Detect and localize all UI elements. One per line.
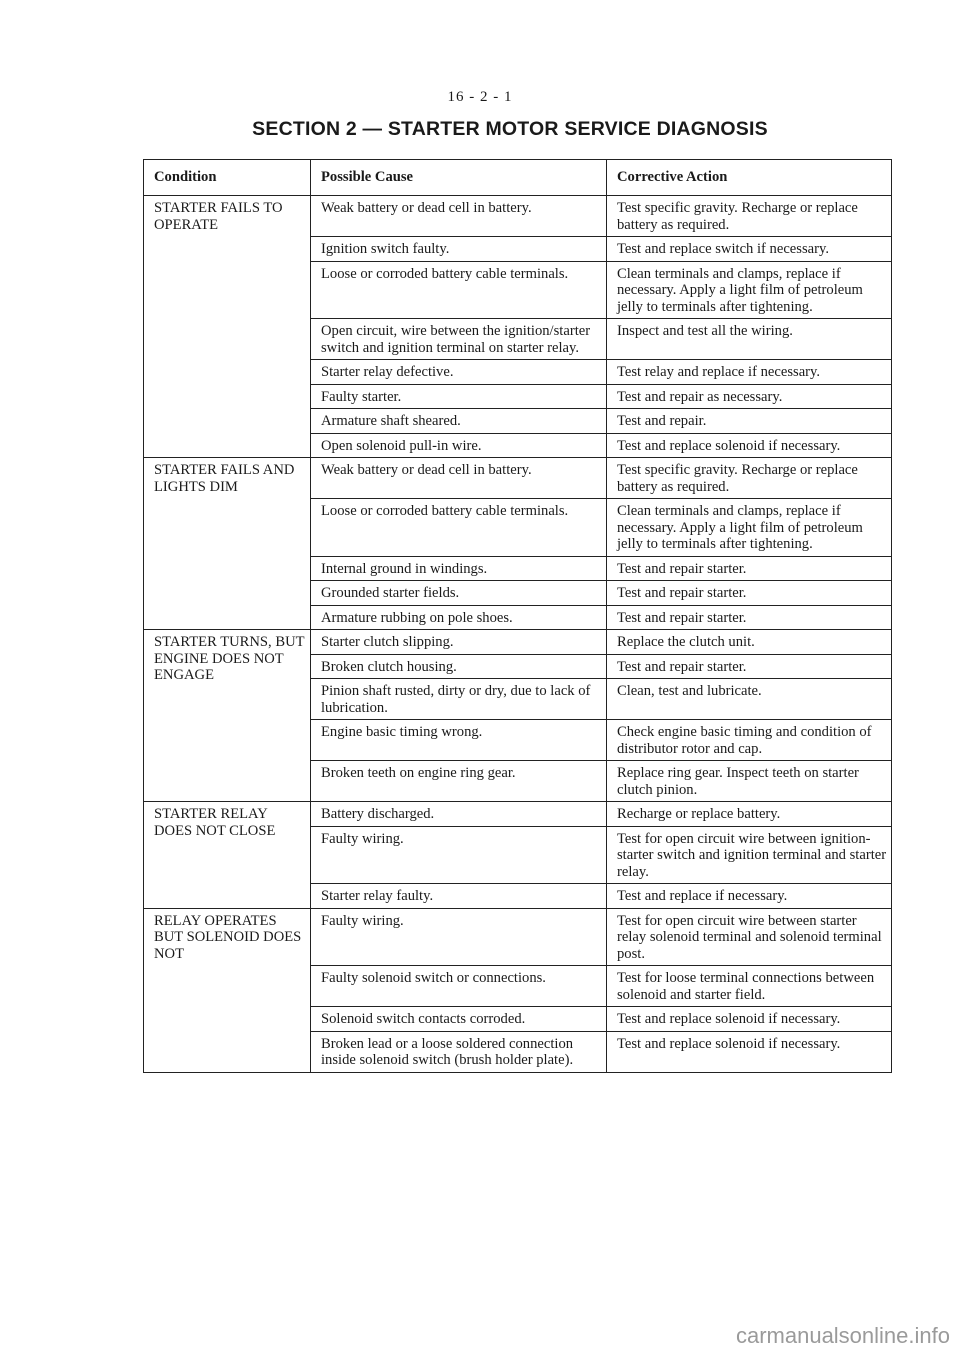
possible-cause-cell: Faulty wiring.	[311, 826, 607, 884]
possible-cause-cell: Broken clutch housing.	[311, 654, 607, 679]
corrective-action-cell: Test and repair starter.	[607, 581, 892, 606]
possible-cause-cell: Weak battery or dead cell in battery.	[311, 458, 607, 499]
possible-cause-cell: Battery discharged.	[311, 802, 607, 827]
corrective-action-cell: Replace the clutch unit.	[607, 630, 892, 655]
possible-cause-cell: Armature rubbing on pole shoes.	[311, 605, 607, 630]
corrective-action-cell: Clean, test and lubricate.	[607, 679, 892, 720]
possible-cause-cell: Starter clutch slipping.	[311, 630, 607, 655]
corrective-action-cell: Clean terminals and clamps, replace if necessary. Apply a light film of petroleum jelly to terminals after tightening.	[607, 261, 892, 319]
section-title: SECTION 2 — STARTER MOTOR SERVICE DIAGNOSIS	[252, 118, 768, 140]
footer-watermark: carmanualsonline.info	[735, 1323, 950, 1348]
table-row	[144, 196, 892, 237]
table-row	[144, 908, 892, 966]
corrective-action-cell: Inspect and test all the wiring.	[607, 319, 892, 360]
possible-cause-cell: Loose or corroded battery cable terminals.	[311, 261, 607, 319]
corrective-action-cell: Test and repair as necessary.	[607, 384, 892, 409]
possible-cause-cell: Engine basic timing wrong.	[311, 720, 607, 761]
possible-cause-cell: Solenoid switch contacts corroded.	[311, 1007, 607, 1032]
corrective-action-cell: Test and repair starter.	[607, 556, 892, 581]
corrective-action-cell: Test and replace if necessary.	[607, 884, 892, 909]
possible-cause-cell: Faulty starter.	[311, 384, 607, 409]
possible-cause-cell: Broken teeth on engine ring gear.	[311, 761, 607, 802]
corrective-action-cell: Recharge or replace battery.	[607, 802, 892, 827]
corrective-action-cell: Test relay and replace if necessary.	[607, 360, 892, 385]
possible-cause-cell: Starter relay faulty.	[311, 884, 607, 909]
corrective-action-cell: Replace ring gear. Inspect teeth on starter clutch pinion.	[607, 761, 892, 802]
possible-cause-cell: Ignition switch faulty.	[311, 237, 607, 262]
corrective-action-cell: Test and repair.	[607, 409, 892, 434]
diagnosis-table	[143, 159, 892, 1073]
corrective-action-cell: Test for loose terminal connections between solenoid and starter field.	[607, 966, 892, 1007]
condition-cell: STARTER FAILS TO OPERATE	[144, 196, 311, 458]
possible-cause-cell: Internal ground in windings.	[311, 556, 607, 581]
possible-cause-cell: Faulty wiring.	[311, 908, 607, 966]
corrective-action-cell: Test and replace solenoid if necessary.	[607, 1031, 892, 1072]
header-row	[144, 160, 892, 196]
corrective-action-cell: Test specific gravity. Recharge or replace battery as required.	[607, 458, 892, 499]
condition-cell: RELAY OPERATES BUT SOLENOID DOES NOT	[144, 908, 311, 1072]
diagnosis-table-body	[144, 196, 892, 1073]
possible-cause-cell: Open solenoid pull-in wire.	[311, 433, 607, 458]
possible-cause-cell: Loose or corroded battery cable terminals.	[311, 499, 607, 557]
possible-cause-cell: Grounded starter fields.	[311, 581, 607, 606]
corrective-action-cell: Test and repair starter.	[607, 654, 892, 679]
possible-cause-cell: Open circuit, wire between the ignition/starter switch and ignition terminal on starter relay.	[311, 319, 607, 360]
corrective-action-cell: Clean terminals and clamps, replace if necessary. Apply a light film of petroleum jelly to terminals after tightening.	[607, 499, 892, 557]
corrective-action-cell: Test and repair starter.	[607, 605, 892, 630]
condition-cell: STARTER RELAY DOES NOT CLOSE	[144, 802, 311, 909]
corrective-action-cell: Test specific gravity. Recharge or replace battery as required.	[607, 196, 892, 237]
corrective-action-cell: Test for open circuit wire between starter relay solenoid terminal and solenoid terminal post.	[607, 908, 892, 966]
corrective-action-cell: Test and replace solenoid if necessary.	[607, 433, 892, 458]
table-row	[144, 630, 892, 655]
corrective-action-cell: Test for open circuit wire between ignition-starter switch and ignition terminal and starter relay.	[607, 826, 892, 884]
table-row	[144, 802, 892, 827]
possible-cause-cell: Armature shaft sheared.	[311, 409, 607, 434]
possible-cause-cell: Faulty solenoid switch or connections.	[311, 966, 607, 1007]
possible-cause-cell: Broken lead or a loose soldered connection inside solenoid switch (brush holder plate).	[311, 1031, 607, 1072]
corrective-action-cell: Check engine basic timing and condition of distributor rotor and cap.	[607, 720, 892, 761]
possible-cause-cell: Weak battery or dead cell in battery.	[311, 196, 607, 237]
page-number: 16 - 2 - 1	[447, 89, 513, 105]
header-possible-cause: Possible Cause	[311, 160, 607, 196]
corrective-action-cell: Test and replace switch if necessary.	[607, 237, 892, 262]
condition-cell: STARTER TURNS, BUT ENGINE DOES NOT ENGAGE	[144, 630, 311, 802]
possible-cause-cell: Pinion shaft rusted, dirty or dry, due to lack of lubrication.	[311, 679, 607, 720]
condition-cell: STARTER FAILS AND LIGHTS DIM	[144, 458, 311, 630]
possible-cause-cell: Starter relay defective.	[311, 360, 607, 385]
table-row	[144, 458, 892, 499]
header-condition: Condition	[144, 160, 311, 196]
corrective-action-cell: Test and replace solenoid if necessary.	[607, 1007, 892, 1032]
header-corrective-action: Corrective Action	[607, 160, 892, 196]
